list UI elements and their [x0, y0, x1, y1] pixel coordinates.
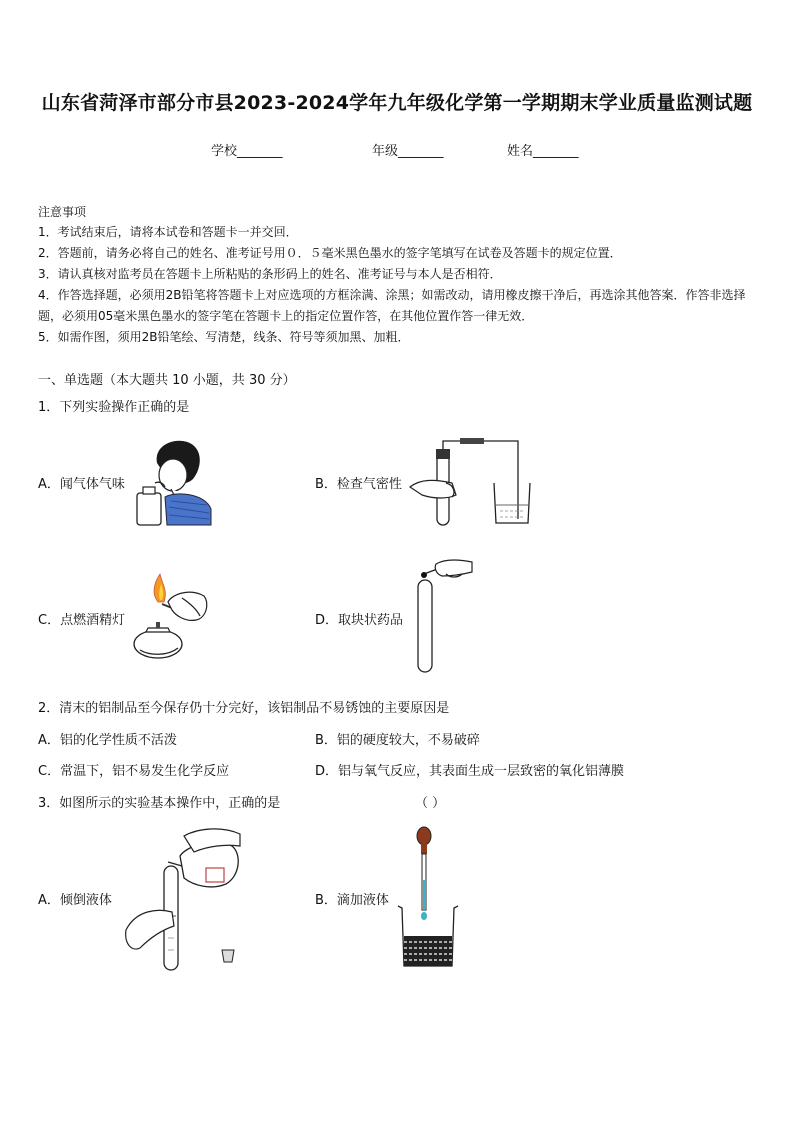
- q1-option-c: C．点燃酒精灯: [38, 613, 126, 628]
- pouring-liquid-illustration: [122, 826, 247, 974]
- q2-stem: 2．清末的铝制品至今保存仍十分完好，该铝制品不易锈蚀的主要原因是: [38, 701, 450, 716]
- dropping-liquid-illustration: [396, 826, 458, 970]
- q2-option-d: D．铝与氧气反应，其表面生成一层致密的氧化铝薄膜: [315, 764, 625, 779]
- q2-option-a: A．铝的化学性质不活泼: [38, 733, 177, 748]
- q2-option-c: C．常温下，铝不易发生化学反应: [38, 764, 230, 779]
- note-item-5: 5．如需作图，须用2B铅笔绘、写清楚，线条、符号等须加黑、加粗．: [38, 330, 410, 344]
- q3-answer-paren: （ ）: [415, 796, 446, 811]
- note-item-1: 1．考试结束后，请将本试卷和答题卡一并交回．: [38, 225, 298, 239]
- notes-heading: 注意事项: [38, 205, 87, 219]
- q3-stem: 3．如图所示的实验基本操作中，正确的是: [38, 796, 281, 811]
- name-field: 姓名_______: [507, 144, 579, 159]
- q1-option-d: D．取块状药品: [315, 613, 404, 628]
- q3-option-b: B．滴加液体: [315, 893, 389, 908]
- section-heading: 一、单选题（本大题共 10 小题，共 30 分）: [38, 373, 296, 388]
- q1-option-a: A．闻气体气味: [38, 477, 125, 492]
- alcohol-lamp-illustration: [128, 572, 213, 664]
- airtightness-check-illustration: [408, 435, 538, 527]
- school-field: 学校_______: [211, 144, 283, 159]
- note-item-2: 2．答题前，请务必将自己的姓名、准考证号用０．５毫米黑色墨水的签字笔填写在试卷及答题卡的规定位置．: [38, 246, 622, 260]
- note-item-3: 3．请认真核对监考员在答题卡上所粘贴的条形码上的姓名、准考证号与本人是否相符．: [38, 267, 502, 281]
- q1-stem: 1．下列实验操作正确的是: [38, 400, 190, 415]
- solid-reagent-illustration: [410, 558, 480, 676]
- smelling-gas-illustration: [135, 435, 215, 527]
- q1-option-b: B．检查气密性: [315, 477, 402, 492]
- q3-option-a: A．倾倒液体: [38, 893, 112, 908]
- page-title: 山东省菏泽市部分市县2023-2024学年九年级化学第一学期期末学业质量监测试题: [41, 92, 753, 114]
- grade-field: 年级_______: [372, 144, 444, 159]
- note-item-4: 4．作答选择题，必须用2B铅笔将答题卡上对应选项的方框涂满、涂黑；如需改动，请用橡皮擦干净后，再选涂其他答案．作答非选择题，必须用05毫米黑色墨水的签字笔在答题卡上的指定位置作答，在其他位置作答一律无效．: [38, 288, 746, 323]
- q2-option-b: B．铝的硬度较大，不易破碎: [315, 733, 480, 748]
